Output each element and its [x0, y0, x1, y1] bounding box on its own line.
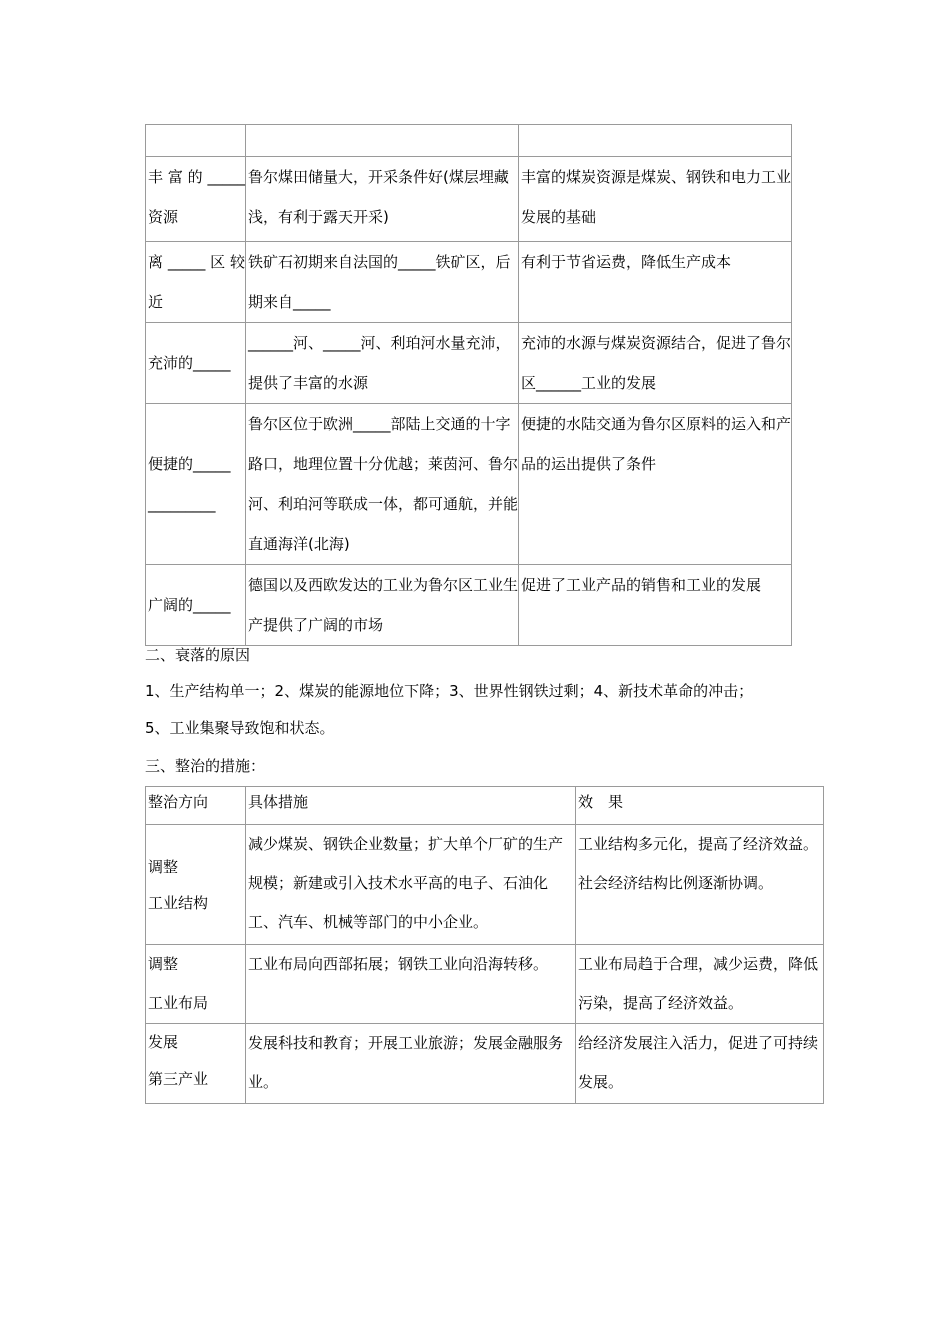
measure-cell: 工业布局向西部拓展；钢铁工业向沿海转移。 [246, 945, 576, 1024]
detail-cell: 鲁尔煤田储量大，开采条件好(煤层埋藏浅，有利于露天开采) [246, 157, 519, 242]
table-row [146, 242, 792, 323]
decline-reasons-line1: 1、生产结构单一；2、煤炭的能源地位下降；3、世界性钢铁过剩；4、新技术革命的冲击； [145, 682, 754, 700]
factor-cell: 广阔的_____ [146, 565, 246, 646]
effect-cell: 便捷的水陆交通为鲁尔区原料的运入和产品的运出提供了条件 [519, 404, 792, 565]
effect-cell: 充沛的水源与煤炭资源结合，促进了鲁尔区______工业的发展 [519, 323, 792, 404]
header-direction: 整治方向 [146, 787, 246, 825]
table-cell [146, 125, 246, 157]
location-factors-table [145, 124, 792, 646]
section-heading-measures: 三、整治的措施： [145, 757, 266, 775]
decline-reasons-line2: 5、工业集聚导致饱和状态。 [145, 719, 335, 737]
effect-cell: 工业结构多元化，提高了经济效益。社会经济结构比例逐渐协调。 [576, 825, 824, 945]
table-row [146, 1024, 824, 1104]
detail-cell: 鲁尔区位于欧洲_____部陆上交通的十字路口，地理位置十分优越；莱茵河、鲁尔河、利珀河等联成一体，都可通航，并能直通海洋(北海) [246, 404, 519, 565]
table-row [146, 157, 792, 242]
effect-cell: 给经济发展注入活力，促进了可持续发展。 [576, 1024, 824, 1104]
factor-cell: 离_____区较近 [146, 242, 246, 323]
factor-cell: 便捷的_____ _________ [146, 404, 246, 565]
table-row [146, 125, 792, 157]
table-row [146, 323, 792, 404]
effect-cell: 促进了工业产品的销售和工业的发展 [519, 565, 792, 646]
detail-cell: 铁矿石初期来自法国的_____铁矿区，后期来自_____ [246, 242, 519, 323]
effect-cell: 丰富的煤炭资源是煤炭、钢铁和电力工业发展的基础 [519, 157, 792, 242]
table-row [146, 404, 792, 565]
table-cell [246, 125, 519, 157]
factor-cell: 充沛的_____ [146, 323, 246, 404]
effect-cell: 有利于节省运费，降低生产成本 [519, 242, 792, 323]
section-heading-decline: 二、衰落的原因 [145, 646, 251, 664]
detail-cell: ______河、_____河、利珀河水量充沛，提供了丰富的水源 [246, 323, 519, 404]
factor-cell: 丰富的_____资源 [146, 157, 246, 242]
detail-cell: 德国以及西欧发达的工业为鲁尔区工业生产提供了广阔的市场 [246, 565, 519, 646]
direction-cell: 调整 工业结构 [146, 825, 246, 945]
table-row [146, 825, 824, 945]
table-header-row [146, 787, 824, 825]
table-cell [519, 125, 792, 157]
header-measure: 具体措施 [246, 787, 576, 825]
table-row [146, 945, 824, 1024]
header-effect: 效 果 [576, 787, 824, 825]
table-row [146, 565, 792, 646]
measure-cell: 发展科技和教育；开展工业旅游；发展金融服务业。 [246, 1024, 576, 1104]
direction-cell: 调整 工业布局 [146, 945, 246, 1024]
measure-cell: 减少煤炭、钢铁企业数量；扩大单个厂矿的生产规模；新建或引入技术水平高的电子、石油化工、汽车、机械等部门的中小企业。 [246, 825, 576, 945]
measures-table [145, 786, 824, 1104]
direction-cell: 发展 第三产业 [146, 1024, 246, 1104]
effect-cell: 工业布局趋于合理，减少运费，降低污染，提高了经济效益。 [576, 945, 824, 1024]
